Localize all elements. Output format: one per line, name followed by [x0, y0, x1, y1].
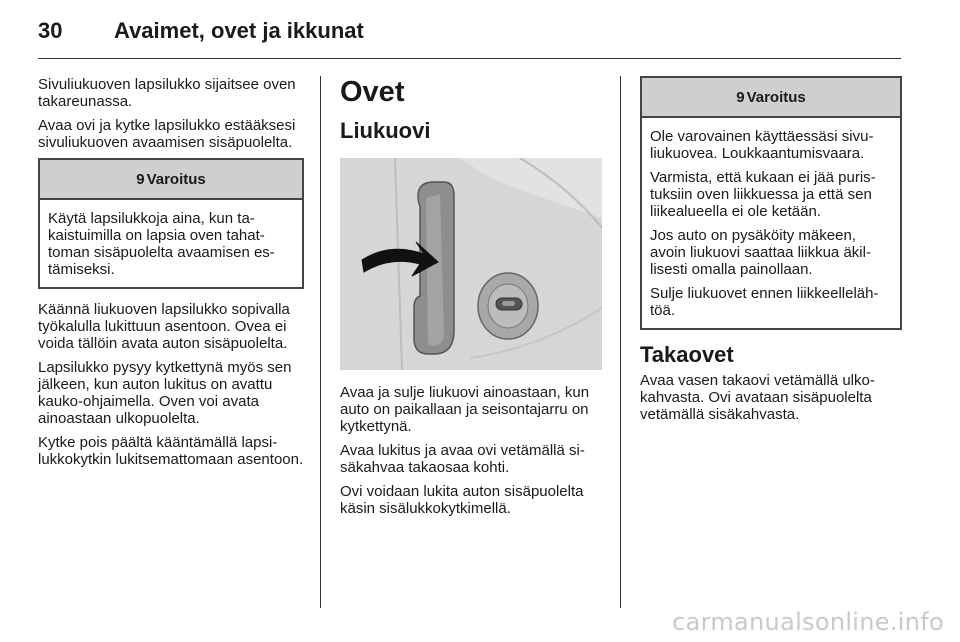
paragraph: Avaa lukitus ja avaa ovi vetämällä sisäkahvaa takaosaa kohti.	[340, 442, 585, 476]
warning-box	[38, 158, 304, 289]
warning-text: Ole varovainen käyttäessäsi sivuliukuovea. Loukkaantumisvaara.	[650, 128, 874, 162]
warning-header	[40, 160, 302, 200]
warning-icon: 9	[136, 170, 145, 188]
paragraph: Kytke pois päältä kääntämällä lapsilukkokytkin lukitsemattomaan asentoon.	[38, 434, 304, 468]
warning-label: Varoitus	[146, 170, 206, 188]
paragraph: Ovi voidaan lukita auton sisäpuolelta käsin sisälukkokytkimellä.	[340, 483, 584, 517]
warning-icon: 9	[736, 88, 745, 106]
warning-body	[642, 118, 900, 328]
page-number: 30	[38, 18, 63, 43]
subsection-heading: Takaovet	[640, 342, 734, 367]
warning-text: Varmista, että kukaan ei jää puristuksiin oven liikkuessa ja että sen liikealueella ei ole ketään.	[650, 169, 876, 220]
column-divider-right	[620, 76, 621, 608]
paragraph: Avaa ja sulje liukuovi ainoastaan, kun auto on paikallaan ja seisontajarru on kytkettynä.	[340, 384, 590, 435]
sliding-door-handle-illustration	[340, 158, 602, 370]
header-divider	[38, 58, 901, 59]
page-title: Avaimet, ovet ja ikkunat	[114, 18, 364, 43]
column-left	[38, 76, 304, 475]
paragraph: Avaa ovi ja kytke lapsilukko estääksesi sivuliukuoven avaamisen sisäpuolelta.	[38, 117, 296, 151]
paragraph: Lapsilukko pysyy kytkettynä myös sen jälkeen, kun auton lukitus on avattu kauko-ohjaimella. Oven voi avata ainoastaan ulkopuolelta.	[38, 359, 292, 427]
paragraph: Käännä liukuoven lapsilukko sopivalla työkalulla lukittuun asentoon. Ovea ei voida tällöin avata auton sisäpuolelta.	[38, 301, 290, 352]
warning-text: Sulje liukuovet ennen liikkeellelähtöä.	[650, 285, 879, 319]
paragraph: Sivuliukuoven lapsilukko sijaitsee oven takareunassa.	[38, 76, 296, 110]
warning-header	[642, 78, 900, 118]
paragraph: Avaa vasen takaovi vetämällä ulkokahvasta. Ovi avataan sisäpuolelta vetämällä sisäkahvasta.	[640, 372, 875, 423]
section-heading: Ovet	[340, 76, 405, 108]
subsection-heading: Liukuovi	[340, 118, 431, 143]
warning-box	[640, 76, 902, 330]
warning-text: Jos auto on pysäköity mäkeen, avoin liukuovi saattaa liikkua äkillisesti omalla painollaan.	[650, 227, 871, 278]
watermark: carmanualsonline.info	[672, 608, 944, 636]
column-divider-left	[320, 76, 321, 608]
column-middle	[340, 76, 602, 524]
warning-label: Varoitus	[746, 88, 806, 106]
warning-body	[40, 200, 302, 287]
column-right	[640, 76, 902, 430]
warning-text: Käytä lapsilukkoja aina, kun takaistuimilla on lapsia oven tahattoman sisäpuolelta avaamisen estämiseksi.	[48, 210, 275, 278]
